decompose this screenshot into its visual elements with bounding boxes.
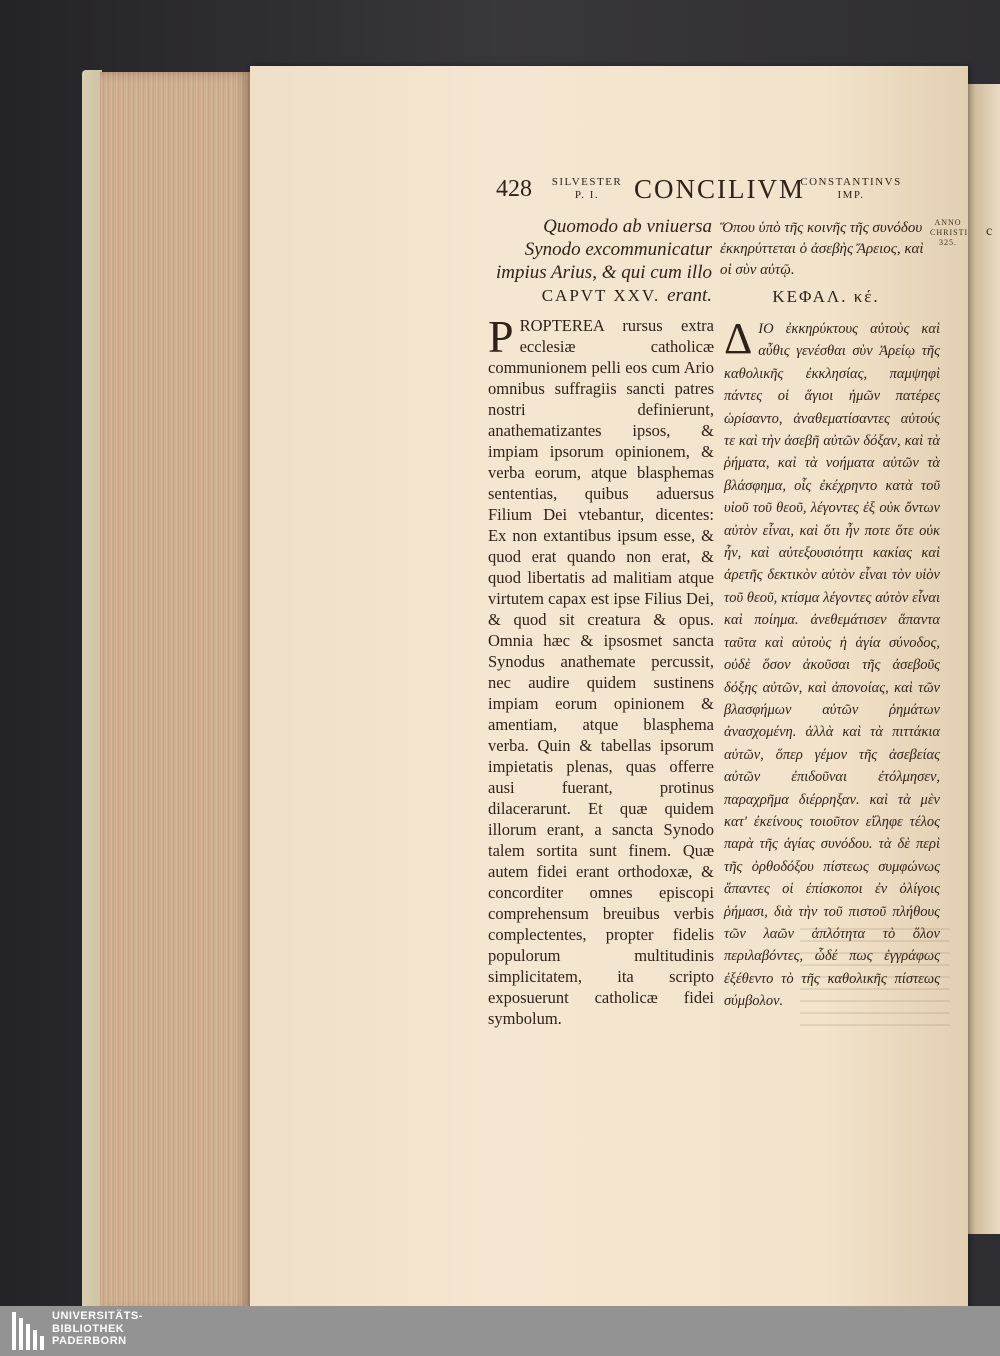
margin-note-line: ANNO (934, 218, 962, 227)
running-head-left-line: P. I. (574, 189, 600, 201)
greek-chapter-title: Ὅπου ὑπὸ τῆς κοινῆς τῆς συνόδου ἐκκηρύττεται ὁ ἀσεβὴς Ἄρειος, καὶ οἱ σὺν αὐτῷ. (720, 220, 924, 278)
running-title: CONCILIVM (634, 174, 805, 204)
book-page-edges (100, 72, 250, 1312)
latin-body-text: ROPTEREA rursus extra ecclesiæ catholicæ communionem pelli eos cum Ario omnibus suffragiis sancti patres nostri definierunt, anathematizantes ipsos, & impiam ipsorum opinionem, & verba eorum, atque blasphemas sententias, quibus aduersus Filium Dei vtebantur, dicentes: Ex non extantibus ipsum esse, & quod erat quando non erat, & quod libertatis ad malitiam atque virtutem capax est ipse Filius Dei, & quod sit creatura & opus. Omnia hæc & ipsosmet sancta Synodus anathemate percussit, nec audire quidem sustinens impiam eorum opinionem & amentiam, atque blasphema verba. Quin & tabellas ipsorum impietatis plenas, quas offerre ausi fuerant, protinus dilacerarunt. Et quæ quidem illorum erant, a sancta Synodo talem sortita sunt finem. Quæ autem fidei erant orthodoxæ, & concorditer omnes episcopi comprehensum breuibus verbis complectentes, propter fidelis populorum multitudinis simplicitatem, ita scripto exposuerunt catholicæ fidei symbolum. (488, 316, 714, 1028)
logo-text-line: BIBLIOTHEK (52, 1322, 125, 1335)
greek-drop-initial: Δ (724, 314, 753, 363)
logo-text-line: UNIVERSITÄTS- (52, 1310, 143, 1322)
facing-page-edge: c (968, 84, 1000, 1234)
running-head-right-line: CONSTANTINVS (800, 176, 902, 188)
greek-column (724, 314, 940, 1013)
show-through-text (800, 918, 950, 1028)
latin-drop-initial: P (488, 311, 514, 362)
page-number: 428 (496, 176, 532, 202)
running-head-right-line: IMP. (837, 189, 865, 201)
greek-body-text: ΙΟ ἐκκηρύκτους αὐτοὺς καὶ αὖθις γενέσθαι σὺν Ἀρείῳ τῆς καθολικῆς ἐκκλησίας, παμψηφὶ πάντες οἱ ἅγιοι ἡμῶν πατέρες ὡρίσαντο, ἀναθεματίσαντες αὐτούς τε καὶ τὴν ἀσεβῆ αὐτῶν δόξαν, καὶ τὰ ῥήματα, καὶ τὰ νοήματα αὐτῶν τὰ βλάσφημα, οἷς ἐκέχρηντο κατὰ τοῦ υἱοῦ τοῦ θεοῦ, λέγοντες ἐξ οὐκ ὄντων αὐτὸν εἶναι, καὶ ὅτι ἦν ποτε ὅτε οὐκ ἦν, καὶ αὐτεξουσιότητι κακίας καὶ ἀρετῆς δεκτικὸν αὐτὸν εἶναι τὸν υἱὸν τοῦ θεοῦ, κτίσμα λέγοντες αὐτὸν εἶναι καὶ ποίημα. ἀνεθεμάτισεν ἅπαντα ταῦτα καὶ αὐτοὺς ἡ ἁγία σύνοδος, οὐδὲ ὅσον ἀκοῦσαι τῆς ἀσεβοῦς δόξης αὐτῶν, καὶ ἀπονοίας, καὶ τῶν βλασφήμων αὐτῶν ῥημάτων ἀνασχομένη. ἀλλὰ καὶ τὰ πιττάκια αὐτῶν, ὅπερ γέμον τῆς ἀσεβείας αὐτῶν ἐπιδοῦναι ἐτόλμησεν, παραχρῆμα διέρρηξαν. καὶ τὰ μὲν κατ' ἐκείνους τοιοῦτον εἴληφε τέλος παρὰ τῆς ἁγίας συνόδου. τὰ δὲ περὶ τῆς ὀρθοδόξου πίστεως συμφώνως ἅπαντες οἱ ἐπίσκοποι ἐν ὀλίγοις ῥήμασι, διὰ τὴν τοῦ πιστοῦ πλήθους τῶν λαῶν ἁπλότητα τὸ ὅλον περιλαβόντες, ὧδέ πως ἐγγράφως ἐξέθεντο τὸ τῆς καθολικῆς πίστεως σύμβολον. (724, 321, 940, 1010)
latin-chapter-title: Quomodo ab vniuersa Synodo excommunicatur impius Arius, & qui cum illo erant. (495, 216, 712, 306)
margin-note-line: CHRISTI (930, 228, 969, 237)
greek-kephalaion-heading: ΚΕΦΑΛ. κέ. (772, 287, 880, 306)
running-head-right (796, 176, 906, 202)
latin-caput-heading: CAPVT XXV. (541, 286, 661, 305)
library-footer-bar (0, 1306, 1000, 1356)
logo-text-line: PADERBORN (52, 1335, 127, 1347)
book-cover-edge (82, 70, 102, 1330)
running-header (496, 172, 936, 212)
running-head-left (548, 176, 626, 202)
library-logo-text (52, 1310, 143, 1348)
running-head-left-line: SILVESTER (551, 176, 623, 188)
library-logo-icon (12, 1312, 48, 1350)
latin-column (488, 311, 714, 1029)
margin-note-line: 325. (939, 238, 957, 247)
margin-note-year (930, 218, 969, 248)
